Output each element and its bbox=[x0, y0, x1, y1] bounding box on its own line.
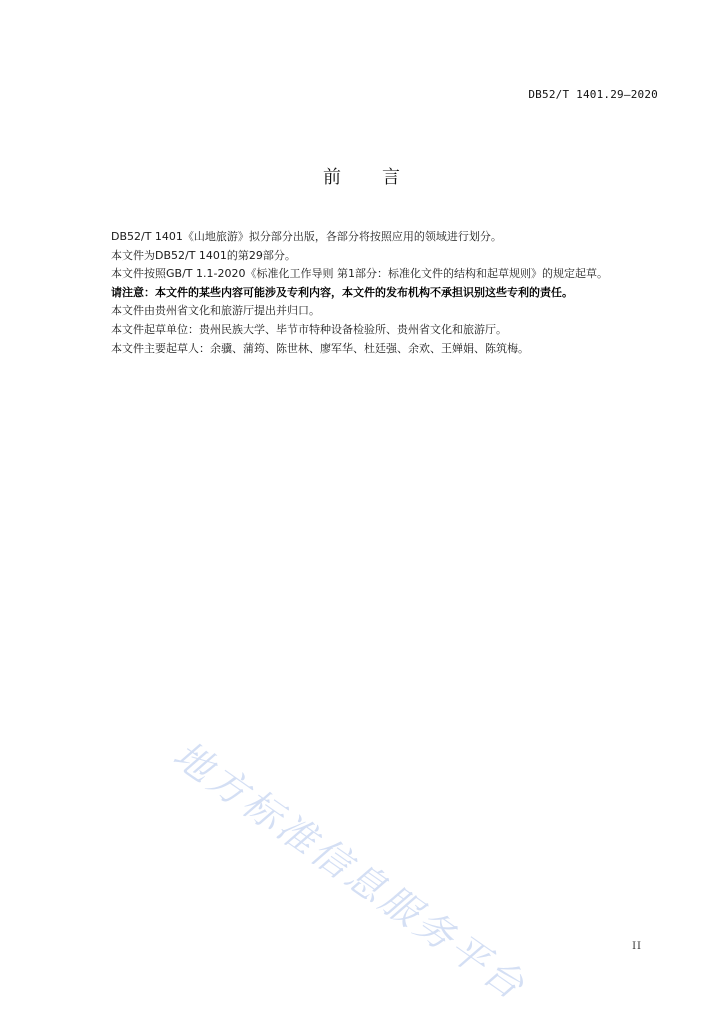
paragraph-patent-notice: 请注意：本文件的某些内容可能涉及专利内容，本文件的发布机构不承担识别这些专利的责任。 bbox=[111, 285, 573, 299]
document-code: DB52/T 1401.29—2020 bbox=[528, 88, 658, 101]
page-title bbox=[0, 163, 724, 189]
paragraph-drafting-units: 本文件起草单位：贵州民族大学、毕节市特种设备检验所、贵州省文化和旅游厅。 bbox=[111, 322, 507, 336]
title-char-1: 前 bbox=[323, 167, 342, 188]
watermark: 地方标准信息服务平台 bbox=[165, 732, 535, 1010]
paragraph-part-number: 本文件为DB52/T 1401的第29部分。 bbox=[111, 248, 296, 262]
page-number: II bbox=[632, 941, 642, 952]
paragraph-drafters: 本文件主要起草人：余骥、蒲筠、陈世林、廖军华、杜廷强、余欢、王婵娟、陈筑梅。 bbox=[111, 341, 529, 355]
foreword-body bbox=[111, 228, 659, 358]
paragraph-drafting-rules: 本文件按照GB/T 1.1-2020《标准化工作导则 第1部分：标准化文件的结构和起草规则》的规定起草。 bbox=[111, 267, 608, 281]
title-char-2: 言 bbox=[382, 167, 401, 188]
paragraph-proposer: 本文件由贵州省文化和旅游厅提出并归口。 bbox=[111, 304, 320, 318]
paragraph-series-note: DB52/T 1401《山地旅游》拟分部分出版，各部分将按照应用的领域进行划分。 bbox=[111, 230, 502, 243]
